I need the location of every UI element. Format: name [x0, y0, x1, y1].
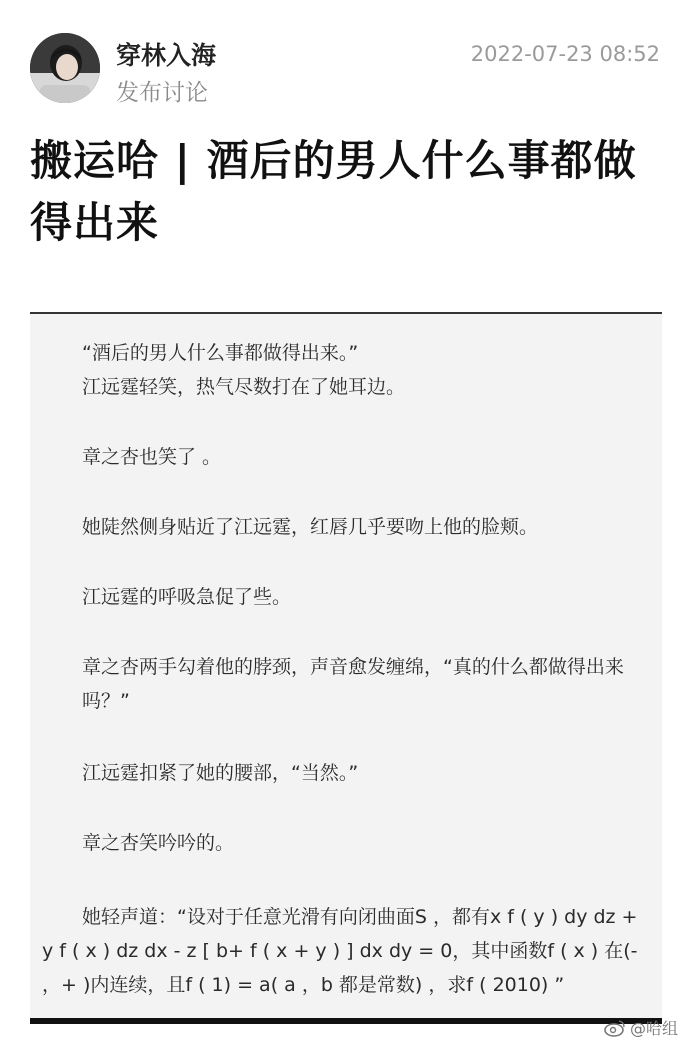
article-screenshot[interactable] — [30, 312, 662, 1024]
avatar[interactable] — [30, 33, 100, 103]
weibo-icon — [604, 1019, 626, 1037]
article-paragraph: 章之杏也笑了 。 — [82, 446, 222, 468]
article-paragraph: 江远霆轻笑，热气尽数打在了她耳边。 — [82, 376, 406, 398]
avatar-image — [30, 33, 100, 103]
author-name[interactable]: 穿林入海 — [116, 41, 217, 70]
post-timestamp: 2022-07-23 08:52 — [470, 42, 660, 66]
article-paragraph: “酒后的男人什么事都做得出来。” — [82, 342, 359, 364]
article-paragraph: 章之杏两手勾着他的脖颈，声音愈发缠绵，“真的什么都做得出来吗？” — [82, 656, 624, 712]
article-paragraph: 她陡然侧身贴近了江远霆，红唇几乎要吻上他的脸颊。 — [82, 516, 539, 538]
watermark — [604, 1016, 678, 1039]
watermark-text: @哈组 — [629, 1019, 678, 1038]
post-header — [0, 0, 690, 120]
article-paragraph: 她轻声道：“设对于任意光滑有向闭曲面S ，都有x f ( y ) dy dz + y f ( x ) dz dx - z [ b+ f ( x + y ) ] dx dy = 0，其中函数f ( x ) 在(- ，+ )内连续，且f ( 1) = a( a ，b 都是常数) ，求f ( 2010) ” — [42, 906, 638, 996]
image-bottom-border — [30, 1018, 662, 1024]
post-type-label: 发布讨论 — [116, 80, 208, 106]
article-paragraph: 江远霆扣紧了她的腰部，“当然。” — [82, 762, 359, 784]
article-paragraph: 章之杏笑吟吟的。 — [82, 832, 235, 854]
post-title: 搬运哈 | 酒后的男人什么事都做得出来 — [30, 136, 637, 247]
article-paragraph: 江远霆的呼吸急促了些。 — [82, 586, 292, 608]
